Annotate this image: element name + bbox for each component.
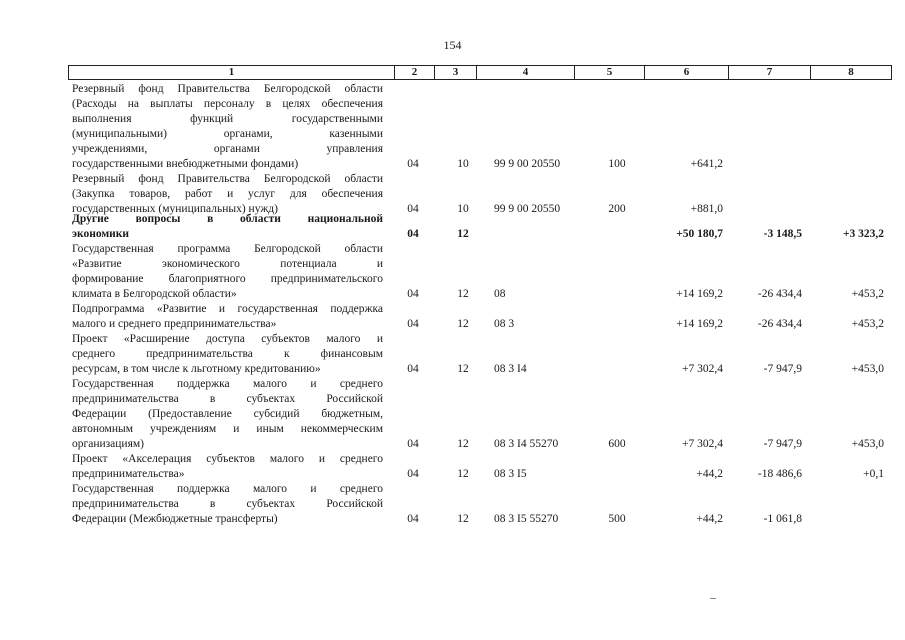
header-col-4: 4 — [476, 66, 574, 79]
description-line: Государственная поддержка малого и среднего — [72, 483, 383, 495]
cell-c4: 99 9 00 20550 — [494, 158, 561, 170]
cell-c8: +0,1 — [863, 468, 884, 480]
cell-c6: +7 302,4 — [682, 363, 723, 375]
description-line: ресурсам, в том числе к льготному кредитованию» — [72, 363, 321, 375]
row-description — [72, 172, 383, 217]
scan-mark — [710, 598, 716, 599]
cell-c3: 12 — [457, 288, 469, 300]
description-line: государственными внебюджетными фондами) — [72, 158, 299, 170]
cell-c4: 99 9 00 20550 — [494, 203, 561, 215]
cell-c2: 04 — [407, 228, 419, 240]
cell-c6: +881,0 — [690, 203, 723, 215]
cell-c4: 08 3 I4 — [494, 363, 527, 375]
cell-c3: 12 — [457, 438, 469, 450]
description-line: формирование благоприятного предпринимательского — [72, 273, 383, 285]
row-description — [72, 302, 383, 332]
cell-c8: +453,2 — [851, 288, 884, 300]
description-line: учреждениями, органами управления — [72, 143, 383, 155]
header-col-3: 3 — [434, 66, 476, 79]
cell-c2: 04 — [407, 203, 419, 215]
cell-c7: -7 947,9 — [763, 363, 802, 375]
table-header — [68, 65, 892, 80]
header-col-7: 7 — [728, 66, 810, 79]
cell-c2: 04 — [407, 438, 419, 450]
cell-c7: -26 434,4 — [757, 318, 802, 330]
header-col-8: 8 — [810, 66, 892, 79]
cell-c6: +14 169,2 — [676, 288, 723, 300]
cell-c8: +453,0 — [851, 363, 884, 375]
cell-c3: 10 — [457, 158, 469, 170]
description-line: экономики — [72, 228, 130, 240]
row-description — [72, 82, 383, 172]
header-col-5: 5 — [574, 66, 644, 79]
cell-c3: 12 — [457, 513, 469, 525]
header-col-6: 6 — [644, 66, 728, 79]
cell-c2: 04 — [407, 288, 419, 300]
cell-c5: 100 — [608, 158, 626, 170]
cell-c5: 200 — [608, 203, 626, 215]
cell-c8: +3 323,2 — [842, 228, 884, 240]
cell-c5: 600 — [608, 438, 626, 450]
description-line: (Закупка товаров, работ и услуг для обеспечения — [72, 188, 383, 200]
description-line: Резервный фонд Правительства Белгородской области — [72, 83, 383, 95]
row-description — [72, 242, 383, 302]
cell-c3: 12 — [457, 318, 469, 330]
cell-c6: +44,2 — [696, 513, 723, 525]
description-line: Государственная поддержка малого и среднего — [72, 378, 383, 390]
cell-c4: 08 3 I4 55270 — [494, 438, 559, 450]
cell-c2: 04 — [407, 158, 419, 170]
description-line: выполнения функций государственными — [72, 113, 383, 125]
cell-c6: +50 180,7 — [676, 228, 723, 240]
cell-c6: +44,2 — [696, 468, 723, 480]
description-line: Другие вопросы в области национальной — [72, 213, 383, 225]
cell-c2: 04 — [407, 468, 419, 480]
description-line: предпринимательства в субъектах Российской — [72, 498, 383, 510]
description-line: (Расходы на выплаты персоналу в целях обеспечения — [72, 98, 383, 110]
description-line: автономным учреждениям и иным некоммерческим — [72, 423, 383, 435]
cell-c8: +453,2 — [851, 318, 884, 330]
description-line: государственных (муниципальных) нужд) — [72, 203, 278, 215]
row-description — [72, 452, 383, 482]
page-number: 154 — [443, 38, 462, 52]
description-line: Проект «Расширение доступа субъектов малого и — [72, 333, 383, 345]
cell-c6: +14 169,2 — [676, 318, 723, 330]
cell-c3: 12 — [457, 228, 469, 240]
description-line: Резервный фонд Правительства Белгородской области — [72, 173, 383, 185]
cell-c7: -18 486,6 — [757, 468, 802, 480]
cell-c3: 10 — [457, 203, 469, 215]
cell-c2: 04 — [407, 318, 419, 330]
description-line: (муниципальными) органами, казенными — [72, 128, 383, 140]
description-line: Подпрограмма «Развитие и государственная поддержка — [72, 303, 383, 315]
cell-c7: -7 947,9 — [763, 438, 802, 450]
cell-c7: -1 061,8 — [763, 513, 802, 525]
description-line: предпринимательства» — [72, 468, 185, 480]
cell-c7: -3 148,5 — [763, 228, 802, 240]
row-description — [72, 212, 383, 242]
cell-c2: 04 — [407, 513, 419, 525]
description-line: среднего предпринимательства к финансовым — [72, 348, 383, 360]
cell-c3: 12 — [457, 363, 469, 375]
description-line: предпринимательства в субъектах Российской — [72, 393, 383, 405]
header-col-2: 2 — [394, 66, 434, 79]
row-description — [72, 482, 383, 527]
cell-c4: 08 3 I5 — [494, 468, 527, 480]
row-description — [72, 377, 383, 452]
cell-c8: +453,0 — [851, 438, 884, 450]
header-col-1: 1 — [68, 66, 394, 79]
description-line: Проект «Акселерация субъектов малого и среднего — [72, 453, 383, 465]
cell-c2: 04 — [407, 363, 419, 375]
cell-c4: 08 3 — [494, 318, 515, 330]
description-line: Государственная программа Белгородской области — [72, 243, 383, 255]
cell-c5: 500 — [608, 513, 626, 525]
description-line: «Развитие экономического потенциала и — [72, 258, 383, 270]
description-line: Федерации (Межбюджетные трансферты) — [72, 513, 278, 525]
cell-c7: -26 434,4 — [757, 288, 802, 300]
row-description — [72, 332, 383, 377]
cell-c3: 12 — [457, 468, 469, 480]
description-line: климата в Белгородской области» — [72, 288, 237, 300]
cell-c4: 08 3 I5 55270 — [494, 513, 559, 525]
cell-c6: +641,2 — [690, 158, 723, 170]
cell-c4: 08 — [494, 288, 506, 300]
cell-c6: +7 302,4 — [682, 438, 723, 450]
description-line: Федерации (Предоставление субсидий бюджетным, — [72, 408, 383, 420]
description-line: организациям) — [72, 438, 144, 450]
description-line: малого и среднего предпринимательства» — [72, 318, 277, 330]
